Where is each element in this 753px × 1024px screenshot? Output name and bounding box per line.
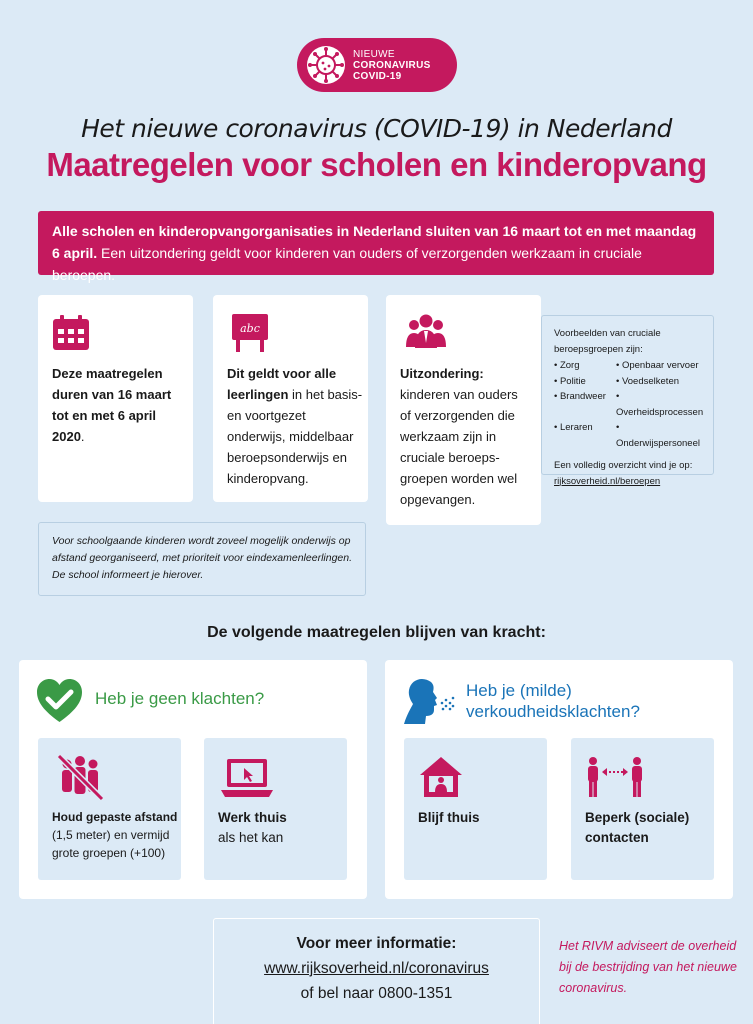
list-item: • Zorg xyxy=(554,360,580,371)
page-subtitle: Het nieuwe coronavirus (COVID-19) in Nederland xyxy=(81,114,672,143)
work-home-bold: Werk thuis xyxy=(218,810,287,825)
limit-contacts-text xyxy=(585,808,705,848)
crucial-professions-box xyxy=(541,315,714,487)
card-students xyxy=(213,295,368,502)
distance-text xyxy=(52,808,180,862)
heart-check-icon xyxy=(36,678,83,723)
list-item: • Onderwijspersoneel xyxy=(616,422,700,449)
list-item: • Brandweer xyxy=(554,391,606,402)
students-normal: in het basis- en voortgezet onderwijs, middelbaar beroepsonderwijs en kinderopvang. xyxy=(227,387,363,486)
students-bold: Dit geldt voor alle leerlingen xyxy=(227,366,337,402)
list-item: • Leraren xyxy=(554,422,593,433)
svg-text:abc: abc xyxy=(240,322,260,335)
distance-card xyxy=(38,738,181,880)
professions-link[interactable]: rijksoverheid.nl/beroepen xyxy=(554,475,661,487)
banner-bold: Alle scholen en kinderopvangorganisaties in Nederland sluiten van 16 maart tot en met maandag 6 april. xyxy=(52,223,697,261)
rivm-note: Het RIVM adviseert de overheid bij de bestrijding van het nieuwe coronavirus. xyxy=(559,939,737,995)
list-item: • Overheidsprocessen xyxy=(616,391,704,418)
examples-intro: Voorbeelden van cruciale beroepsgroepen zijn: xyxy=(554,328,661,355)
limit-contacts-card xyxy=(571,738,714,880)
badge-line1: NIEUWE xyxy=(353,49,395,60)
distance-people-icon xyxy=(585,756,645,798)
badge-line3: COVID-19 xyxy=(353,71,402,82)
info-url-link[interactable]: www.rijksoverheid.nl/coronavirus xyxy=(264,960,489,977)
sneezing-person-icon xyxy=(403,676,455,726)
exception-text xyxy=(400,363,532,510)
closure-banner xyxy=(38,211,714,283)
blackboard-icon xyxy=(231,313,269,353)
list-item: • Politie xyxy=(554,375,586,387)
work-home-text xyxy=(218,808,346,848)
home-icon xyxy=(418,755,464,799)
distance-normal: (1,5 meter) en vermijd grote groepen (+100) xyxy=(52,828,170,860)
duration-bold: Deze maatregelen duren van 16 maart tot en met 6 april 2020 xyxy=(52,366,172,444)
list-item: • Voedselketen xyxy=(616,375,680,387)
work-home-card xyxy=(204,738,347,880)
examples-list xyxy=(554,358,704,451)
page-title: Maatregelen voor scholen en kinderopvang xyxy=(46,146,707,183)
duration-text xyxy=(52,363,184,447)
examples-more: Een volledig overzicht vind je op: xyxy=(554,460,693,471)
distance-bold: Houd gepaste afstand xyxy=(52,810,178,824)
badge-text xyxy=(353,49,431,82)
laptop-icon xyxy=(220,758,274,798)
virus-icon xyxy=(305,44,347,86)
no-symptoms-heading: Heb je geen klachten? xyxy=(95,689,265,708)
info-title: Voor meer informatie: xyxy=(296,935,457,952)
mild-symptoms-line2: verkoudheidsklachten? xyxy=(466,702,640,721)
no-symptoms-panel xyxy=(19,660,367,899)
covid-badge xyxy=(297,38,457,92)
exception-bold: Uitzondering: xyxy=(400,366,484,381)
banner-text: Een uitzondering geldt voor kinderen van ouders of verzorgenden werkzaam in cruciale beroepen. xyxy=(52,245,642,283)
calendar-icon xyxy=(52,315,90,351)
duration-normal: . xyxy=(80,429,85,444)
stay-home-card xyxy=(404,738,547,880)
remote-education-note: Voor schoolgaande kinderen wordt zoveel mogelijk onderwijs op afstand georganiseerd, met prioriteit voor eindexamenleerlingen. De school informeert je hierover. xyxy=(38,522,366,596)
students-text xyxy=(227,363,365,489)
card-exception xyxy=(386,295,541,525)
limit-contacts-bold: Beperk (sociale) contacten xyxy=(585,810,690,845)
more-info-box xyxy=(213,918,540,1024)
mild-symptoms-line1: Heb je (milde) xyxy=(466,681,572,700)
badge-line2: CORONAVIRUS xyxy=(353,60,431,71)
measures-title: De volgende maatregelen blijven van kracht: xyxy=(207,624,546,641)
mild-symptoms-panel xyxy=(385,660,733,899)
list-item: • Openbaar vervoer xyxy=(616,360,699,371)
card-duration xyxy=(38,295,193,502)
stay-home-bold: Blijf thuis xyxy=(418,810,480,825)
professionals-icon xyxy=(404,313,448,349)
exception-normal: kinderen van ouders of verzorgenden die werkzaam zijn in cruciale beroeps-groepen worden wel opgevangen. xyxy=(400,387,518,507)
info-phone: of bel naar 0800-1351 xyxy=(300,985,453,1002)
work-home-normal: als het kan xyxy=(218,830,284,845)
stay-home-text xyxy=(418,808,546,828)
no-groups-icon xyxy=(55,752,105,802)
mild-symptoms-heading xyxy=(466,680,640,722)
